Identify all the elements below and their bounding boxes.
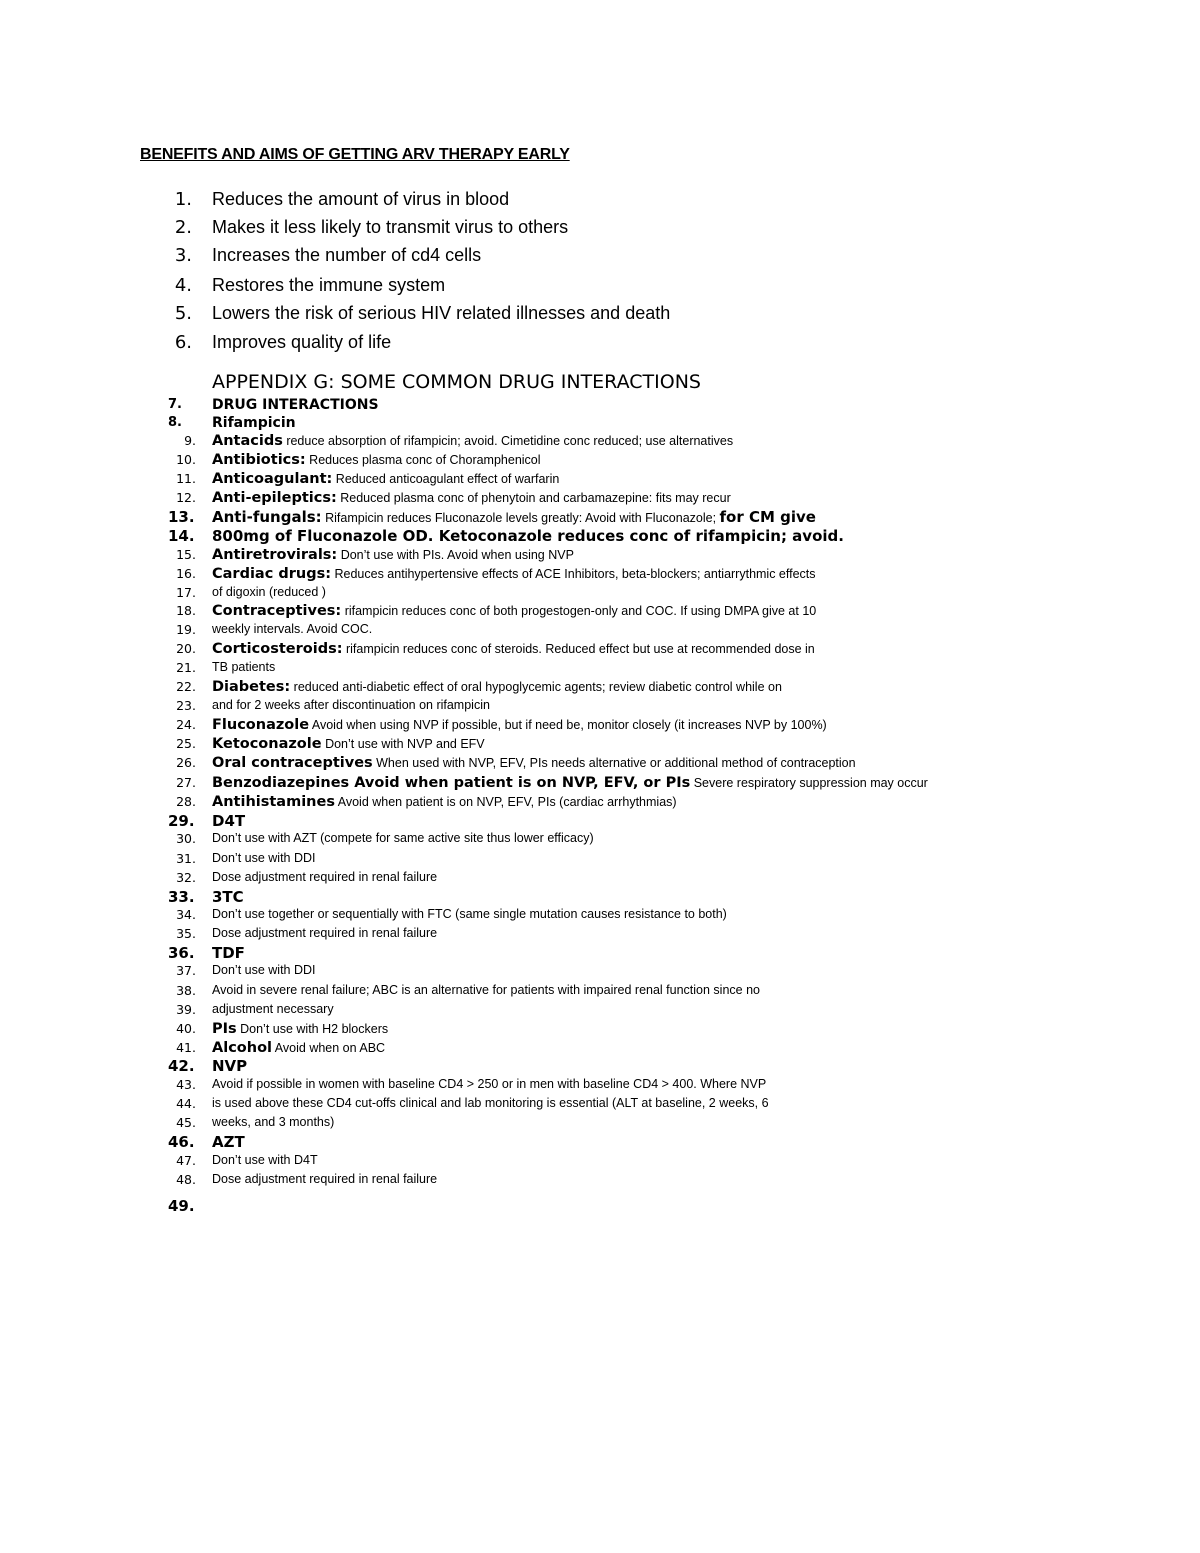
item-text (212, 1096, 769, 1110)
item-description: Avoid when using NVP if possible, but if need be, monitor closely (it increases NVP by 100%) (309, 718, 827, 732)
item-description: Dose adjustment required in renal failure (212, 1172, 438, 1186)
item-text (212, 944, 245, 962)
item-number: 8. (168, 415, 182, 430)
item-number: 4. (174, 275, 192, 296)
item-number: 16. (176, 566, 196, 581)
item-number: 35. (176, 926, 196, 941)
drug-keyword: Antibiotics: (212, 452, 306, 468)
item-text (212, 926, 437, 940)
item-number: 21. (176, 660, 196, 675)
drug-keyword: PIs (212, 1021, 237, 1037)
drug-keyword: Diabetes: (212, 679, 291, 695)
item-text (212, 452, 541, 468)
item-number: 46. (168, 1133, 195, 1151)
drug-keyword: Antiretrovirals: (212, 547, 338, 563)
item-number: 30. (176, 831, 196, 846)
item-text (212, 1040, 385, 1056)
item-text: Restores the immune system (212, 275, 446, 295)
item-text: Reduces the amount of virus in blood (212, 189, 510, 209)
drug-keyword: D4T (212, 812, 246, 830)
item-text (212, 736, 485, 752)
drug-keyword: Oral contraceptives (212, 755, 373, 771)
drug-keyword: Antihistamines (212, 794, 335, 810)
item-description: of digoxin (reduced ) (212, 585, 326, 599)
drug-keyword: 3TC (212, 888, 244, 906)
item-number: 22. (176, 679, 196, 694)
item-text (212, 794, 677, 810)
item-number: 15. (176, 547, 196, 562)
drug-keyword: Contraceptives: (212, 603, 342, 619)
drug-keyword: Rifampicin (212, 415, 296, 431)
item-number: 32. (176, 870, 196, 885)
item-description: Dose adjustment required in renal failure (212, 870, 438, 884)
item-number: 10. (176, 452, 196, 467)
item-number: 2. (174, 217, 192, 238)
item-text (212, 717, 827, 733)
drug-keyword: DRUG INTERACTIONS (212, 397, 379, 413)
item-number: 3. (174, 245, 192, 266)
item-number: 36. (168, 944, 195, 962)
item-description: Don’t use with PIs. Avoid when using NVP (337, 548, 574, 562)
item-description: Don’t use together or sequentially with FTC (same single mutation causes resistance to both) (212, 907, 727, 921)
item-number: 5. (174, 303, 192, 324)
item-text (212, 831, 594, 845)
item-description: Don’t use with AZT (compete for same active site thus lower efficacy) (212, 831, 594, 845)
item-text (212, 1077, 766, 1091)
item-description: rifampicin reduces conc of both progestogen-only and COC. If using DMPA give at 10 (341, 604, 817, 618)
item-text (212, 1057, 247, 1075)
item-description: adjustment necessary (212, 1002, 334, 1016)
item-number: 37. (176, 963, 196, 978)
drug-keyword: Benzodiazepines Avoid when patient is on NVP, EFV, or PIs (212, 775, 691, 791)
item-description: rifampicin reduces conc of steroids. Reduced effect but use at recommended dose in (342, 642, 815, 656)
item-number: 1. (174, 189, 192, 210)
item-number: 6. (174, 332, 192, 353)
item-number: 41. (176, 1040, 196, 1055)
item-number: 39. (176, 1002, 196, 1017)
item-number: 11. (176, 471, 196, 486)
item-number: 47. (176, 1153, 196, 1168)
item-text: Increases the number of cd4 cells (212, 245, 482, 265)
item-number: 40. (176, 1021, 196, 1036)
item-description: Avoid when patient is on NVP, EFV, PIs (cardiac arrhythmias) (334, 795, 677, 809)
drug-keyword: Alcohol (212, 1040, 273, 1056)
item-text (212, 963, 316, 977)
item-description: TB patients (212, 660, 276, 674)
item-description: Don’t use with H2 blockers (236, 1022, 389, 1036)
item-text (212, 698, 490, 712)
item-description: reduced anti-diabetic effect of oral hypoglycemic agents; review diabetic control while on (290, 680, 782, 694)
item-description: Avoid in severe renal failure; ABC is an alternative for patients with impaired renal function since no (212, 983, 760, 997)
item-text (212, 413, 296, 431)
item-description: Don’t use with NVP and EFV (321, 737, 485, 751)
item-number: 26. (176, 755, 196, 770)
item-number: 31. (176, 851, 196, 866)
item-description: and for 2 weeks after discontinuation on rifampicin (212, 698, 490, 712)
item-text: Makes it less likely to transmit virus to others (212, 217, 569, 237)
item-number: 25. (176, 736, 196, 751)
drug-keyword: Corticosteroids: (212, 641, 343, 657)
page-title: BENEFITS AND AIMS OF GETTING ARV THERAPY EARLY (140, 146, 570, 163)
item-number: 44. (176, 1096, 196, 1111)
drug-keyword: Anti-fungals: (212, 508, 322, 526)
item-number: 43. (176, 1077, 196, 1092)
item-number: 45. (176, 1115, 196, 1130)
item-text (212, 1021, 388, 1037)
item-description: Reduced plasma conc of phenytoin and carbamazepine: fits may recur (336, 491, 731, 505)
drug-keyword: Anticoagulant: (212, 471, 333, 487)
item-text (212, 679, 782, 695)
item-description: Don’t use with D4T (212, 1153, 318, 1167)
item-description: Dose adjustment required in renal failure (212, 926, 438, 940)
drug-keyword: Anti-epileptics: (212, 490, 337, 506)
item-text (212, 755, 856, 771)
item-text (212, 547, 574, 563)
item-text (212, 641, 815, 657)
item-text (212, 490, 731, 506)
drug-keyword: Fluconazole (212, 717, 310, 733)
item-description: Don’t use with DDI (212, 851, 316, 865)
item-description: Avoid when on ABC (272, 1041, 386, 1055)
item-number: 27. (176, 775, 196, 790)
item-text (212, 585, 326, 599)
item-number: 12. (176, 490, 196, 505)
item-text (212, 603, 816, 619)
item-description: Reduces antihypertensive effects of ACE Inhibitors, beta-blockers; antiarrythmic effects (331, 567, 816, 581)
item-description: is used above these CD4 cut-offs clinical and lab monitoring is essential (ALT at baseline, 2 weeks, 6 (212, 1096, 769, 1110)
item-description: Don’t use with DDI (212, 963, 316, 977)
drug-keyword: for CM give (719, 508, 816, 526)
item-number: 14. (168, 527, 195, 545)
item-number: 20. (176, 641, 196, 656)
item-number: 9. (184, 433, 196, 448)
item-text (212, 1002, 334, 1016)
drug-keyword: AZT (212, 1133, 245, 1151)
item-description: weeks, and 3 months) (212, 1115, 335, 1129)
item-text (212, 471, 559, 487)
item-description: Reduces plasma conc of Choramphenicol (305, 453, 541, 467)
item-description: Severe respiratory suppression may occur (690, 776, 928, 790)
item-number: 33. (168, 888, 195, 906)
item-description: When used with NVP, EFV, PIs needs alternative or additional method of contraception (372, 756, 856, 770)
item-text (212, 566, 816, 582)
item-number: 17. (176, 585, 196, 600)
drug-keyword: Antacids (212, 433, 283, 449)
item-text: Improves quality of life (212, 332, 392, 352)
item-text (212, 1115, 334, 1129)
item-number: 28. (176, 794, 196, 809)
drug-keyword: Cardiac drugs: (212, 566, 332, 582)
item-text (212, 812, 245, 830)
item-number: 24. (176, 717, 196, 732)
item-text (212, 983, 760, 997)
item-number: 49. (168, 1197, 195, 1215)
item-text (212, 1133, 245, 1151)
item-description: reduce absorption of rifampicin; avoid. Cimetidine conc reduced; use alternatives (282, 434, 734, 448)
item-text (212, 508, 816, 526)
item-number: 48. (176, 1172, 196, 1187)
item-text (212, 527, 844, 545)
item-text: Lowers the risk of serious HIV related illnesses and death (212, 303, 671, 323)
item-number: 18. (176, 603, 196, 618)
item-text (212, 660, 275, 674)
item-description: Rifampicin reduces Fluconazole levels greatly: Avoid with Fluconazole; (321, 511, 720, 525)
appendix-heading: APPENDIX G: SOME COMMON DRUG INTERACTIONS (212, 371, 701, 393)
item-number: 7. (168, 397, 182, 412)
item-number: 13. (168, 508, 195, 526)
item-text (212, 775, 928, 791)
item-description: Avoid if possible in women with baseline CD4 > 250 or in men with baseline CD4 > 400. Where NVP (212, 1077, 767, 1091)
item-description: weekly intervals. Avoid COC. (212, 622, 373, 636)
item-text (212, 433, 733, 449)
item-number: 23. (176, 698, 196, 713)
item-number: 19. (176, 622, 196, 637)
item-number: 29. (168, 812, 195, 830)
item-text (212, 622, 372, 636)
item-number: 38. (176, 983, 196, 998)
drug-keyword: Ketoconazole (212, 736, 322, 752)
item-number: 34. (176, 907, 196, 922)
item-text (212, 851, 316, 865)
drug-keyword: 800mg of Fluconazole OD. Ketoconazole reduces conc of rifampicin; avoid. (212, 527, 844, 545)
item-text (212, 1153, 318, 1167)
item-description: Reduced anticoagulant effect of warfarin (332, 472, 560, 486)
item-number: 42. (168, 1057, 195, 1075)
item-text (212, 888, 244, 906)
drug-keyword: TDF (212, 944, 245, 962)
drug-keyword: NVP (212, 1057, 248, 1075)
item-text (212, 1172, 437, 1186)
item-text (212, 870, 437, 884)
item-text (212, 395, 379, 413)
item-text (212, 907, 727, 921)
